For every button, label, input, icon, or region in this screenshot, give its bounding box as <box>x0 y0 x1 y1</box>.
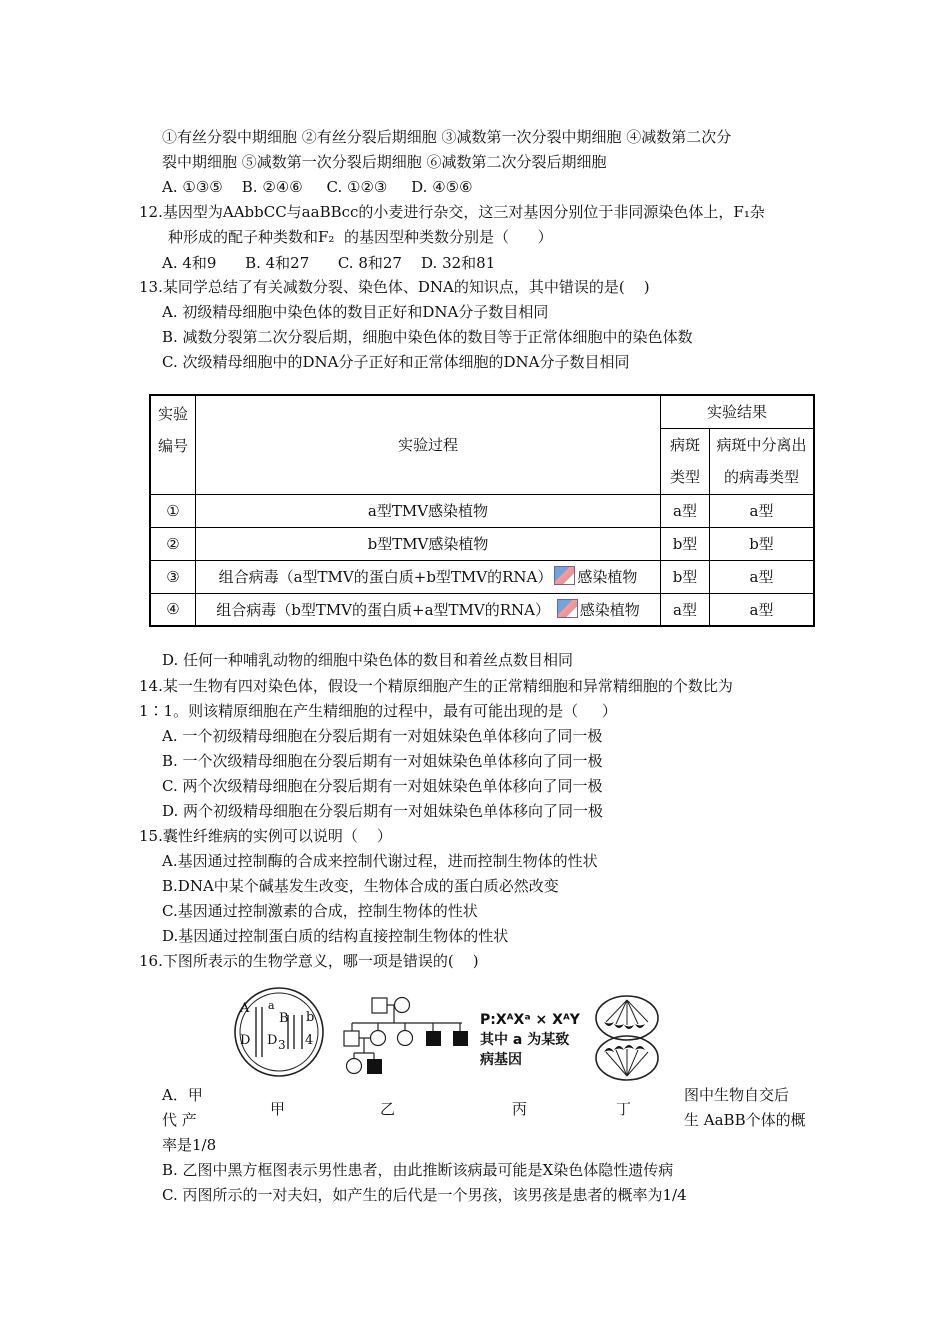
q16-option-a-right2: 生 AaBB个体的概 <box>684 1111 806 1129</box>
q11-answers: A. ①③⑤ B. ②④⑥ C. ①②③ D. ④⑤⑥ <box>162 178 473 196</box>
table-row <box>150 527 814 560</box>
row-process-text: 组合病毒（b型TMV的蛋白质+a型TMV的RNA） <box>216 600 550 619</box>
row-process <box>196 593 661 626</box>
header-lesion-line2: 类型 <box>669 468 700 486</box>
cell-letter: B <box>279 1011 289 1026</box>
cell-letter: a <box>268 999 275 1012</box>
cell-letter: D <box>240 1033 251 1048</box>
header-lesion-line1: 病斑 <box>669 436 700 454</box>
q13-option-d: D. 任何一种哺乳动物的细胞中染色体的数目和着丝点数目相同 <box>162 651 574 669</box>
figure-yi-pedigree <box>338 995 473 1080</box>
table-row <box>150 494 814 527</box>
figure-label-ding: 丁 <box>616 1100 632 1118</box>
row-virus: a型 <box>710 494 815 527</box>
experiment-table <box>149 394 815 627</box>
q14-option-a: A. 一个初级精母细胞在分裂后期有一对姐妹染色单体移向了同一极 <box>162 727 603 745</box>
header-lesion-type <box>661 428 710 494</box>
row-process: b型TMV感染植物 <box>196 527 661 560</box>
q12-stem-line1: 12.基因型为AAbbCC与aaBBcc的小麦进行杂交，这三对基因分别位于非同源染色体上，F₁杂 <box>139 203 765 221</box>
row-lesion: a型 <box>661 593 710 626</box>
header-experiment-number <box>150 395 196 494</box>
q12-stem-line2: 种形成的配子种类数和F₂ 的基因型种类数分别是（ ） <box>168 228 553 246</box>
row-process <box>196 560 661 593</box>
row-virus: a型 <box>710 560 815 593</box>
row-virus: a型 <box>710 593 815 626</box>
q12-answers: A. 4和9 B. 4和27 C. 8和27 D. 32和81 <box>162 254 496 272</box>
header-number-line2: 编号 <box>157 437 188 455</box>
q16-option-b: B. 乙图中黑方框图表示男性患者，由此推断该病最可能是X染色体隐性遗传病 <box>162 1161 674 1179</box>
header-virus-line2: 的病毒类型 <box>723 468 799 486</box>
header-virus-line1: 病斑中分离出 <box>716 436 807 454</box>
header-number-line1: 实验 <box>157 405 188 423</box>
q16-option-c: C. 丙图所示的一对夫妇，如产生的后代是一个男孩，该男孩是患者的概率为1/4 <box>162 1186 687 1204</box>
figure-label-yi: 乙 <box>380 1100 396 1118</box>
q16-option-a-right1: 图中生物自交后 <box>684 1086 790 1104</box>
q15-option-b: B.DNA中某个碱基发生改变，生物体合成的蛋白质必然改变 <box>162 877 559 895</box>
header-result: 实验结果 <box>661 395 815 428</box>
cell-letter: 4 <box>305 1033 314 1048</box>
q14-option-b: B. 一个次级精母细胞在分裂后期有一对姐妹染色单体移向了同一极 <box>162 752 603 770</box>
bing-note-line: 其中 a 为某致 <box>480 1032 570 1048</box>
q13-stem: 13.某同学总结了有关减数分裂、染色体、DNA的知识点，其中错误的是( ) <box>139 278 650 296</box>
q13-option-c: C. 次级精母细胞中的DNA分子正好和正常体细胞的DNA分子数目相同 <box>162 353 630 371</box>
row-process-suffix: 感染植物 <box>577 568 638 586</box>
q13-option-a: A. 初级精母细胞中染色体的数目正好和DNA分子数目相同 <box>162 303 549 321</box>
q14-stem-line2: 1∶1。则该精原细胞在产生精细胞的过程中，最有可能出现的是（ ） <box>139 702 617 720</box>
cell-letter: b <box>306 1010 315 1025</box>
figure-label-bing: 丙 <box>512 1100 528 1118</box>
bing-note-line: 病基因 <box>480 1052 522 1068</box>
table-row <box>150 593 814 626</box>
row-process: a型TMV感染植物 <box>196 494 661 527</box>
header-process: 实验过程 <box>196 395 661 494</box>
q16-stem: 16.下图所表示的生物学意义，哪一项是错误的( ) <box>139 952 479 970</box>
row-number: ③ <box>150 560 196 593</box>
row-number: ① <box>150 494 196 527</box>
row-lesion: b型 <box>661 527 710 560</box>
row-process-text: 组合病毒（a型TMV的蛋白质+b型TMV的RNA） <box>218 568 553 586</box>
row-process-suffix: 感染植物 <box>579 600 640 619</box>
broken-image-icon <box>554 566 575 585</box>
cell-letter: 3 <box>278 1038 286 1052</box>
cell-letter: D <box>267 1033 278 1048</box>
header-isolated-virus <box>710 428 815 494</box>
cell-letter: A <box>240 1001 250 1016</box>
q14-option-c: C. 两个次级精母细胞在分裂后期有一对姐妹染色单体移向了同一极 <box>162 777 603 795</box>
row-number: ② <box>150 527 196 560</box>
q14-option-d: D. 两个初级精母细胞在分裂后期有一对姐妹染色单体移向了同一极 <box>162 802 604 820</box>
figure-jia-cell <box>232 985 327 1080</box>
q15-option-a: A.基因通过控制酶的合成来控制代谢过程，进而控制生物体的性状 <box>162 852 598 870</box>
q16-option-a-left1: A．甲 <box>162 1086 203 1104</box>
q11-options-line2: 裂中期细胞 ⑤减数第一次分裂后期细胞 ⑥减数第二次分裂后期细胞 <box>162 153 607 171</box>
q16-option-a-line3: 率是1/8 <box>162 1136 217 1154</box>
figure-ding-dividing-cell <box>592 992 662 1084</box>
broken-image-icon <box>557 599 578 618</box>
q14-stem-line1: 14.某一生物有四对染色体，假设一个精原细胞产生的正常精细胞和异常精细胞的个数比为 <box>139 677 733 695</box>
q11-options-line1: ①有丝分裂中期细胞 ②有丝分裂后期细胞 ③减数第一次分裂中期细胞 ④减数第二次分 <box>162 128 732 146</box>
figure-label-jia: 甲 <box>270 1100 286 1118</box>
row-lesion: a型 <box>661 494 710 527</box>
q13-option-b: B. 减数分裂第二次分裂后期，细胞中染色体的数目等于正常体细胞中的染色体数 <box>162 328 693 346</box>
q15-option-d: D.基因通过控制蛋白质的结构直接控制生物体的性状 <box>162 927 509 945</box>
q15-option-c: C.基因通过控制激素的合成，控制生物体的性状 <box>162 902 478 920</box>
bing-cross-line: P:XᴬXᵃ × XᴬY <box>480 1012 580 1028</box>
row-lesion: b型 <box>661 560 710 593</box>
row-number: ④ <box>150 593 196 626</box>
row-virus: b型 <box>710 527 815 560</box>
table-row <box>150 560 814 593</box>
figure-bing-cross <box>480 1010 590 1070</box>
q15-stem: 15.囊性纤维病的实例可以说明（ ） <box>139 827 392 845</box>
q16-option-a-left2: 代 产 <box>162 1111 197 1129</box>
